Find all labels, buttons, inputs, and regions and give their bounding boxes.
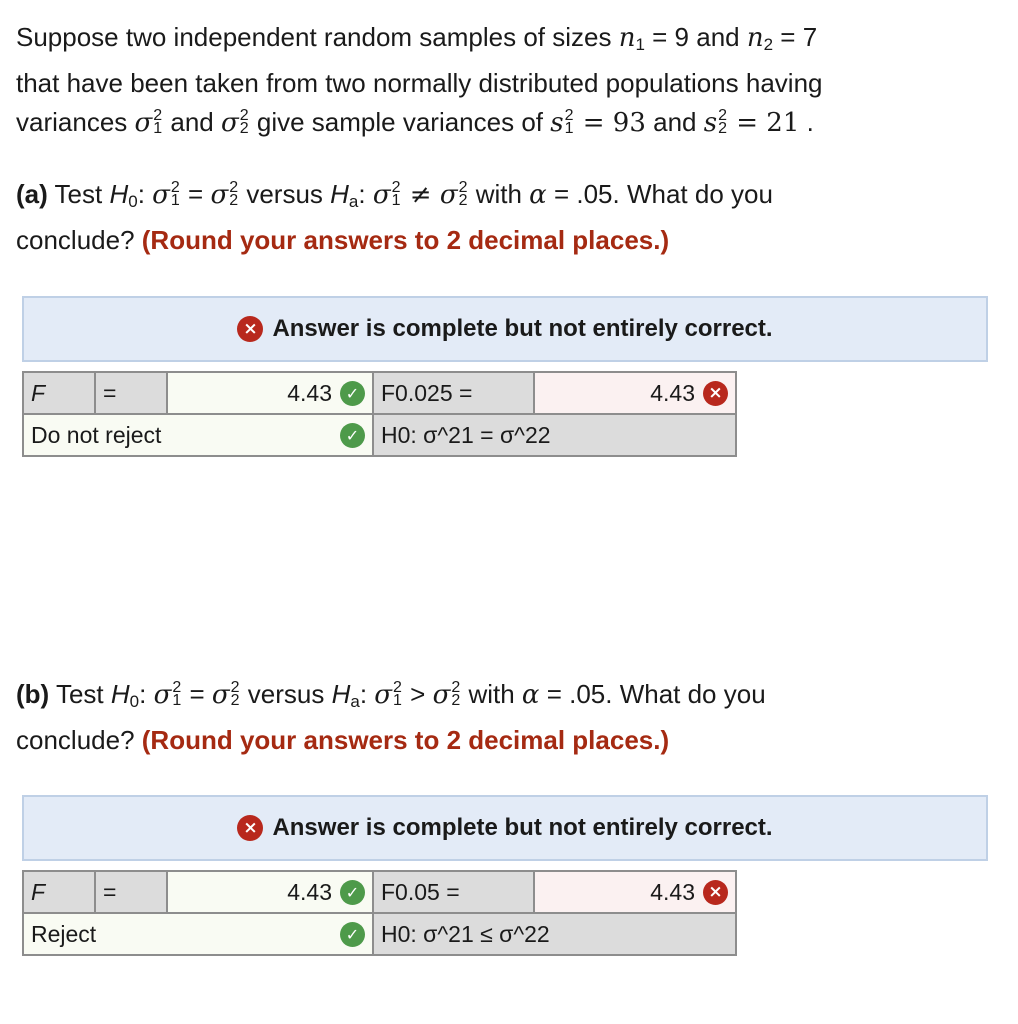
part-b-feedback-banner [22, 795, 988, 861]
incorrect-icon: × [703, 381, 728, 406]
table-row [23, 913, 736, 955]
incorrect-icon: × [703, 880, 728, 905]
part-b-answer-table [22, 870, 737, 956]
equals-cell: = [95, 372, 167, 414]
correct-icon: ✓ [340, 922, 365, 947]
critical-value-input[interactable]: 4.43 × [534, 372, 736, 414]
feedback-text: Answer is complete but not entirely correct. [272, 814, 773, 841]
intro-line-3: variances σ 2 1 and σ 2 2 give sample variances of s 2 1 = 93 and s 2 2 = 21 . [16, 107, 814, 138]
feedback-text: Answer is complete but not entirely correct. [272, 315, 773, 342]
part-a-answer-table [22, 371, 737, 457]
part-a-feedback-banner [22, 296, 988, 362]
hypothesis-cell: H0: σ^21 = σ^22 [373, 414, 736, 456]
rounding-instruction: (Round your answers to 2 decimal places.) [141, 725, 670, 755]
part-b-line-1: (b) Test $H_0$: σ 2 1 = σ 2 2 versus $H_a$: σ 2 1 > σ 2 2 with α = .05. What do you [16, 679, 766, 711]
f-value-input[interactable]: 4.43 ✓ [167, 871, 373, 913]
critical-label-cell: F0.05 = [373, 871, 534, 913]
correct-icon: ✓ [340, 880, 365, 905]
correct-icon: ✓ [340, 423, 365, 448]
decision-select[interactable]: Reject ✓ [23, 913, 373, 955]
table-row [23, 372, 736, 414]
f-label-cell: F [23, 871, 95, 913]
table-row [23, 871, 736, 913]
part-a-question [16, 175, 773, 260]
hypothesis-cell: H0: σ^21 ≤ σ^22 [373, 913, 736, 955]
decision-select[interactable]: Do not reject ✓ [23, 414, 373, 456]
f-label-cell: F [23, 372, 95, 414]
incorrect-icon: × [237, 316, 263, 342]
part-b-line-2: conclude? (Round your answers to 2 decimal places.) [16, 725, 670, 755]
part-a-line-1: (a) Test $H_0$: σ 2 1 = σ 2 2 versus $H_a$: σ 2 1 ≠ σ 2 2 with α = .05. What do you [16, 179, 773, 211]
correct-icon: ✓ [340, 381, 365, 406]
part-a-line-2: conclude? (Round your answers to 2 decimal places.) [16, 225, 670, 255]
problem-statement [16, 18, 822, 143]
critical-label-cell: F0.025 = [373, 372, 534, 414]
equals-cell: = [95, 871, 167, 913]
intro-line-1: Suppose two independent random samples of sizes $n_1 = 9$ and $n_2 = 7$ [16, 22, 818, 54]
table-row [23, 414, 736, 456]
f-value-input[interactable]: 4.43 ✓ [167, 372, 373, 414]
intro-line-2: that have been taken from two normally distributed populations having [16, 68, 823, 98]
incorrect-icon: × [237, 815, 263, 841]
critical-value-input[interactable]: 4.43 × [534, 871, 736, 913]
part-b-question [16, 675, 766, 760]
rounding-instruction: (Round your answers to 2 decimal places.) [141, 225, 670, 255]
